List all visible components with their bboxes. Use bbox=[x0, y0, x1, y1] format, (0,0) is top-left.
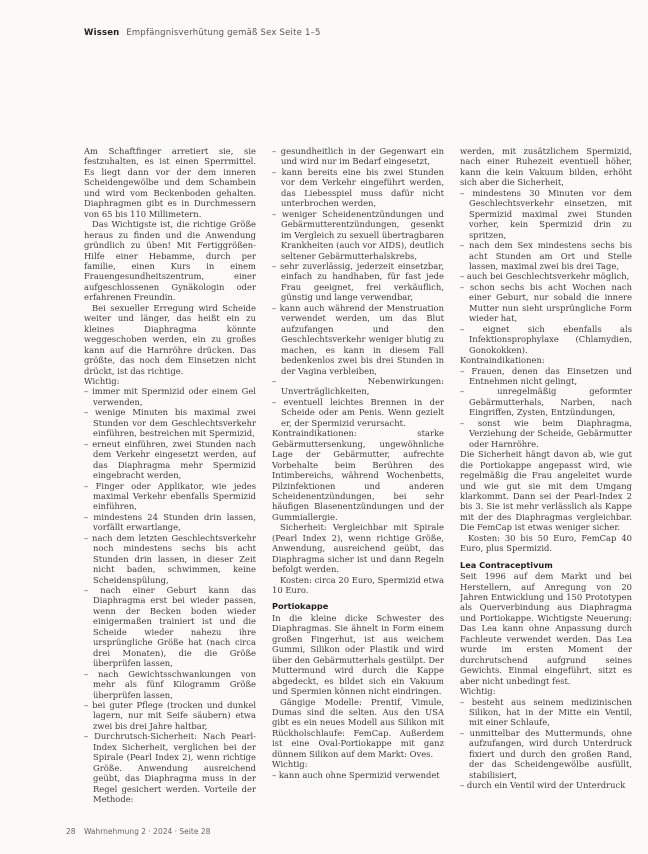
column-3 bbox=[460, 146, 632, 816]
bullet-list bbox=[460, 188, 632, 355]
footer-text: Wahrnehmung 2 · 2024 · Seite 28 bbox=[83, 827, 211, 836]
paragraph: werden, mit zusätzlichem Spermizid, nach einer Ruhezeit eventuell höher, kann die kein Vakuum bilden, erhöht sich aber die Sicherheit, bbox=[460, 146, 632, 188]
subheading-lea: Lea Contraceptivum bbox=[460, 559, 553, 570]
paragraph: Kontraindikationen: bbox=[460, 355, 545, 366]
list-item: – unmittelbar des Muttermunds, ohne aufzufangen, wird durch Unterdruck fixiert und durch den großen Rand, der das Scheidengewölbe ausfüllt, stabilisiert, bbox=[460, 728, 632, 780]
list-item: – gesundheitlich in der Gegenwart ein und wird nur im Bedarf eingesetzt, bbox=[272, 146, 444, 167]
paragraph: Die Sicherheit hängt davon ab, wie gut die Portiokappe angepasst wird, wie regelmäßig die Frau angeleitet wurde und wie gut sie mit dem Umgang klarkommt. Dann sei der Pearl-Index 2 bis 3. Sie ist mehr verlässlich als Kappe mit der des Diaphragmas vergleichbar. Die FemCap ist etwas weniger sicher. bbox=[460, 449, 632, 533]
header-title: Empfängnisverhütung gemäß Sex bbox=[126, 28, 277, 38]
list-item: – immer mit Spermizid oder einem Gel verwenden, bbox=[84, 386, 256, 407]
bullet-list bbox=[460, 366, 632, 450]
paragraph: Am Schaftfinger arretiert sie, sie festzuhalten, es ist einen Sperrmittel. Es liegt dann vor der dem inneren Scheidengewölbe und dem Schambein und wird vom Beckenboden gehalten. Diaphragmen gibt es in Durchmessern von 65 bis 110 Millimetern. bbox=[84, 146, 256, 219]
list-item: – bei guter Pflege (trocken und dunkel lagern, nur mit Seife säubern) etwa zwei bis drei Jahre haltbar, bbox=[84, 700, 256, 731]
wichtig-label: Wichtig: bbox=[84, 375, 120, 386]
paragraph: Sicherheit: Vergleichbar mit Spirale (Pearl Index 2), wenn richtige Größe, Anwendung, ausreichend geübt, das Diaphragma sicher ist und dann Regeln befolgt werden. bbox=[272, 522, 444, 575]
paragraph: Kosten: circa 20 Euro, Spermizid etwa 10 Euro. bbox=[272, 574, 444, 596]
page-number: 28 bbox=[66, 827, 76, 836]
bullet-list bbox=[272, 146, 444, 428]
list-item: – mindestens 24 Stunden drin lassen, vorfällt erwartlange, bbox=[84, 512, 256, 533]
list-item: – Frauen, denen das Einsetzen und Entnehmen nicht gelingt, bbox=[460, 366, 632, 387]
running-header bbox=[84, 28, 321, 38]
list-item: – nach dem Sex mindestens sechs bis acht Stunden am Ort und Stelle lassen, maximal zwei bis drei Tage, bbox=[460, 240, 632, 271]
paragraph: In die kleine dicke Schwester des Diaphragmas. Sie ähnelt in Form einem großen Fingerhut, ist aus weichem Gummi, Silikon oder Plastik und wird über den Gebärmutterhals gestülpt. Der Muttermund wird durch die Kappe abgedeckt, es bildet sich ein Vakuum und Spermien können nicht eindringen. bbox=[272, 612, 444, 697]
header-pages: Seite 1–5 bbox=[279, 28, 321, 38]
list-item: – wenige Minuten bis maximal zwei Stunden vor dem Geschlechtsverkehr einführen, bestreichen mit Spermizid, bbox=[84, 407, 256, 438]
list-item: – unregelmäßig geformter Gebärmutterhals, Narben, nach Eingriffen, Zysten, Entzündungen, bbox=[460, 386, 632, 417]
subheading-portiokappe: Portiokappe bbox=[272, 601, 329, 612]
list-item: – schon sechs bis acht Wochen nach einer Geburt, nur sobald die innere Mutter nun sieht ursprüngliche Form wieder hat, bbox=[460, 282, 632, 324]
list-item: – kann auch ohne Spermizid verwendet bbox=[272, 770, 444, 780]
list-item: – eventuell leichtes Brennen in der Scheide oder am Penis. Wenn gezielt er, der Spermizid verursacht. bbox=[272, 397, 444, 428]
wichtig-label: Wichtig: bbox=[460, 686, 496, 697]
list-item: – nach Gewichtsschwankungen von mehr als fünf Kilogramm Größe überprüfen lassen, bbox=[84, 669, 256, 700]
list-item: – mindestens 30 Minuten vor dem Geschlechtsverkehr einsetzen, mit Spermizid maximal zwei Stunden vorher, kein Spermizid drin zu spritzen, bbox=[460, 188, 632, 240]
list-item: – kann bereits eine bis zwei Stunden vor dem Verkehr eingeführt werden, das Liebesspiel muss dafür nicht unterbrochen werden, bbox=[272, 167, 444, 209]
paragraph: Seit 1996 auf dem Markt und bei Herstellern, auf Anregung von 20 Jahren Entwicklung und 150 Prototypen als Querverbindung aus Diaphragma und Portiokappe. Wichtigste Neuerung: Das Lea kann ohne Anpassung durch Fachleute verwendet werden. Das Lea wurde im ersten Moment der durchrutschend aufgrund seines Gewichts. Einmal eingeführt, sitzt es aber nicht unbedingt fest. bbox=[460, 571, 632, 686]
list-item: – besteht aus seinem medizinischen Silikon, hat in der Mitte ein Ventil, mit einer Schlaufe, bbox=[460, 697, 632, 728]
list-item: – sehr zuverlässig, jederzeit einsetzbar, einfach zu handhaben, für fast jede Frau geeignet, frei verkäuflich, günstig und lange verwendbar, bbox=[272, 261, 444, 303]
list-item: – auch bei Geschlechtsverkehr möglich, bbox=[460, 271, 632, 281]
paragraph: Kontraindikationen: starke Gebärmuttersenkung, ungewöhnliche Lage der Gebärmutter, aufrechte Vorbehalte beim Berühren des Intimbereichs, während Wochenbetts, Pilzinfektionen und anderen Scheidenentzündungen, bei sehr häufigen Blasenentzündungen und der Gummiallergie. bbox=[272, 428, 444, 522]
bullet-list bbox=[460, 697, 632, 791]
paragraph: Gängige Modelle: Prentif, Vimule, Dumas sind die selten. Aus den USA gibt es ein neues Modell aus Silikon mit Rückholschlaufe: FemCap. Außerdem ist eine Oval-Portiokappe mit ganz dünnem Silikon auf dem Markt: Oves. bbox=[272, 696, 444, 759]
column-2 bbox=[272, 146, 444, 816]
list-item: – kann auch während der Menstruation verwendet werden, um das Blut aufzufangen und den Geschlechtsverkehr weniger blutig zu machen, es kann in diesem Fall bedenkenlos zwei bis drei Stunden in der Vagina verbleiben, bbox=[272, 303, 444, 376]
list-item: – weniger Scheidenentzündungen und Gebärmutterentzündungen, gesenkt im Vergleich zu sexuell übertragbaren Krankheiten (auch vor AIDS), deutlich seltener Gebärmutterhalskrebs, bbox=[272, 209, 444, 261]
wichtig-label: Wichtig: bbox=[272, 759, 308, 770]
list-item: – nach einer Geburt kann das Diaphragma erst bei wieder passen, wenn der Becken boden wieder einigermaßen trainiert ist und die Scheide wieder nahezu ihre ursprüngliche Größe hat (nach circa drei Monaten), die die Größe überprüfen lassen, bbox=[84, 585, 256, 669]
paragraph: Bei sexueller Erregung wird Scheide weiter und länger, das heißt ein zu kleines Diaphragma könnte weggeschoben werden, ein zu großes kann auf die Harnröhre drücken. Das größte, das noch dem Einsetzen nicht drückt, ist das richtige. bbox=[84, 302, 256, 376]
column-1 bbox=[84, 146, 256, 816]
list-item: – sonst wie beim Diaphragma, Verziehung der Scheide, Gebärmutter oder Harnröhre. bbox=[460, 418, 632, 449]
list-item: – Nebenwirkungen: Unverträglichkeiten, bbox=[272, 376, 444, 397]
article-body bbox=[84, 146, 636, 816]
list-item: – durch ein Ventil wird der Unterdruck bbox=[460, 780, 632, 790]
paragraph: Das Wichtigste ist, die richtige Größe heraus zu finden und die Anwendung gründlich zu üben! Mit Fertiggrößen-Hilfe einer Hebamme, durch per familie, einen Kurs in einem Frauengesundheitszentrum, einer aufgeschlossenen Gynäkologin oder erfahrenen Freundin. bbox=[84, 219, 256, 303]
bullet-list bbox=[272, 770, 444, 780]
section-label: Wissen bbox=[84, 28, 120, 38]
list-item: – erneut einführen, zwei Stunden nach dem Verkehr eingesetzt werden, auf das Diaphragma mehr Spermizid eingebracht werden, bbox=[84, 439, 256, 481]
bullet-list bbox=[84, 386, 256, 804]
list-item: – eignet sich ebenfalls als Infektionsprophylaxe (Chlamydien, Gonokokken). bbox=[460, 324, 632, 355]
list-item: – nach dem letzten Geschlechtsverkehr noch mindestens sechs bis acht Stunden drin lassen, in dieser Zeit nicht baden, schwimmen, keine Scheidenspülung, bbox=[84, 533, 256, 585]
list-item: – Durchrutsch-Sicherheit: Nach Pearl-Index Sicherheit, verglichen bei der Spirale (Pearl Index 2), wenn richtige Größe. Anwendung ausreichend geübt, das Diaphragma muss in der Regel gesichert werden. Vorteile der Methode: bbox=[84, 731, 256, 804]
page-footer bbox=[66, 827, 210, 836]
paragraph: Kosten: 30 bis 50 Euro, FemCap 40 Euro, plus Spermizid. bbox=[460, 532, 632, 554]
list-item: – Finger oder Applikator, wie jedes maximal Verkehr ebenfalls Spermizid einführen, bbox=[84, 481, 256, 512]
